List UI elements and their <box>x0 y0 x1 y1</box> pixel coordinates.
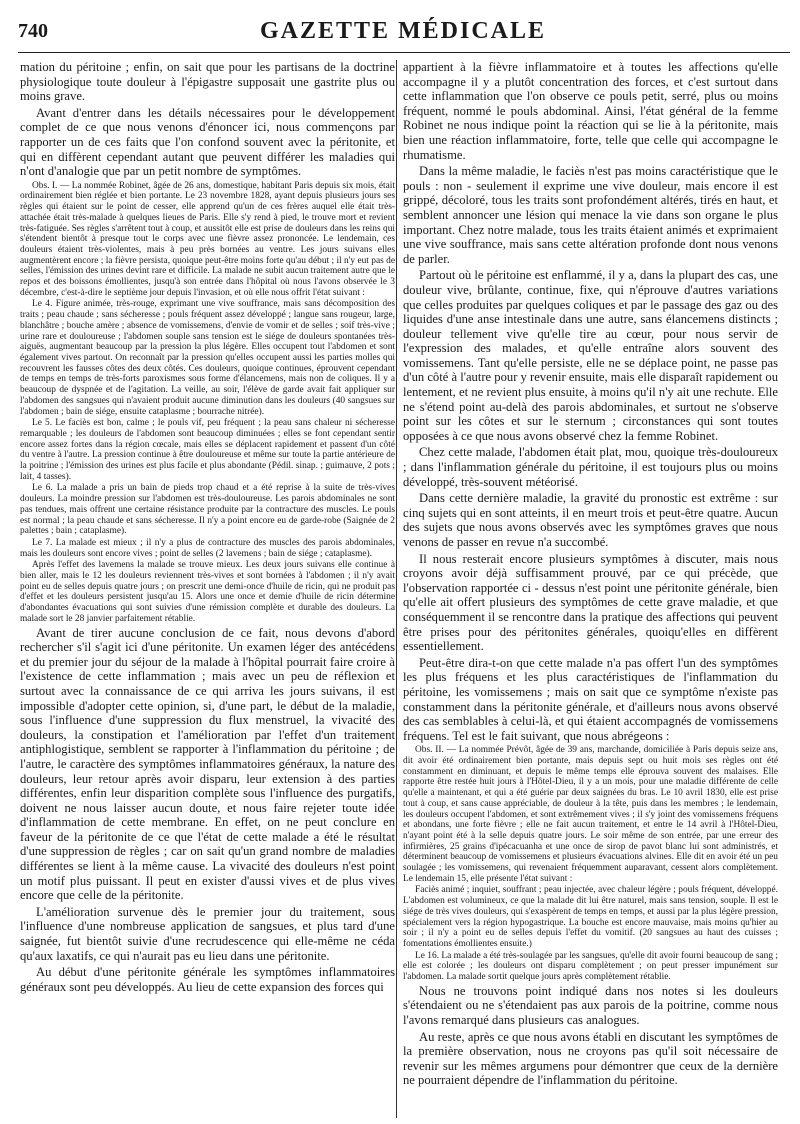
column-divider <box>396 60 397 1118</box>
body-paragraph: Chez cette malade, l'abdomen était plat, mou, quoique très-douloureux ; dans l'inflammation générale du péritoine, il est toujours plus ou moins développé, très-souvent météorisé. <box>403 445 778 489</box>
page-header <box>18 18 788 46</box>
body-paragraph: Dans cette dernière maladie, la gravité du pronostic est extrême : sur cinq sujets qui en sont atteints, il en meurt trois et peut-être quatre. Aucun des sujets que nous avons observés avec les symptômes graves que nous venons de passer en revue n'a succombé. <box>403 491 778 549</box>
body-paragraph: Avant d'entrer dans les détails nécessaires pour le développement complet de ce que nous venons d'énoncer ici, nous commençons par rapporter un de ces faits que l'on confond souvent avec la péritonite, et qui en diffèrent cependant autant que peuvent différer les maladies qui n'ont d'analogie que par un petit nombre de symptômes. <box>20 105 395 179</box>
body-paragraph: Au reste, après ce que nous avons établi en discutant les symptômes de la première observation, nous ne croyons pas qu'il soit nécessaire de revenir sur les mêmes argumens pour démontrer que ceux de la dernière ne pourraient dépendre de l'inflammation du péritoine. <box>403 1029 778 1088</box>
body-paragraph: Il nous resterait encore plusieurs symptômes à discuter, mais nous croyons avoir déjà suffisamment prouvé, par ce qui précède, que l'observation rapportée ci - dessus n'est point une péritonite générale, bien qu'elle ait offert plusieurs des symptômes de cette grave maladie, et que conséquemment il se rencontre dans la pratique des affections qui peuvent être prises pour des péritonites générales, quoiqu'elles en diffèrent essentiellement. <box>403 551 778 654</box>
body-paragraph: Peut-être dira-t-on que cette malade n'a pas offert l'un des symptômes les plus fréquens et les plus caractéristiques de l'inflammation du péritoine, les vomissemens ; mais on sait que ce symptôme n'existe pas constamment dans la péritonite générale, et d'ailleurs nous avons observé des cas semblables à celui-là, et qui étaient accompagnés de vomissemens fréquens. Tel est le fait suivant, que nous abrégeons : <box>403 655 778 743</box>
body-paragraph: Dans la même maladie, le faciès n'est pas moins caractéristique que le pouls : non - seulement il exprime une vive douleur, mais encore il est grippé, décoloré, tous les traits sont profondément altérés, tirés en haut, et semblent annoncer une lésion qui menace la vie dans son organe le plus important. Chez notre malade, tous les traits étaient animés et exprimaient une vive souffrance, mais sans cette altération profonde dont nous venons de parler. <box>403 164 778 266</box>
observation-paragraph: Le 16. La malade a été très-soulagée par les sangsues, qu'elle dit avoir fourni beaucoup de sang ; elle est colorée ; les douleurs ont disparu complètement ; on peut presser impunément sur l'abdomen. La malade sortit quelque jours après complètement rétablie. <box>403 950 778 983</box>
body-paragraph: Au début d'une péritonite générale les symptômes inflammatoires généraux sont peu développés. Au lieu de cette expansion des forces qui <box>20 965 395 994</box>
observation-paragraph: Le 7. La malade est mieux ; il n'y a plus de contracture des muscles des parois abdominales, mais les douleurs sont encore vives ; point de selles (2 lavemens ; bain de siége ; cataplasme). <box>20 537 395 559</box>
right-column <box>403 60 778 1120</box>
body-paragraph: Partout où le péritoine est enflammé, il y a, dans la plupart des cas, une douleur vive, brûlante, continue, fixe, qui n'éprouve d'autres variations que celles produites par quelques coliques et par le passage des gaz ou des liquides d'une anse intestinale dans une autre, sans élancemens distincts ; douleur tellement vive qu'elle tire au cœur, pour nous servir de l'expression des malades, et qu'elle entraîne alors souvent des vomissemens. Tant qu'elle persiste, elle ne se déplace point, ne passe pas d'un côté à l'autre pour y revenir ensuite, mais elle disparaît rapidement ou lentement, et ne revient plus ensuite, à moins qu'il n'y ait une rechute. Elle ne s'étend point au-delà des parois abdominales, et surtout ne s'observe point sur les côtes et sur le sternum ; circonstances qui sont toutes opposées à ce que nous avons observé chez la femme Robinet. <box>403 268 778 443</box>
journal-title: GAZETTE MÉDICALE <box>259 18 547 44</box>
observation-paragraph: Le 5. Le faciès est bon, calme ; le pouls vif, peu fréquent ; la peau sans chaleur ni sécheresse remarquable ; les douleurs de l'abdomen sont beaucoup diminuées ; elles se font cependant sentir encore assez fortes dans la région cœcale, mais elles se déplacent rapidement et passent d'un côté du ventre à l'autre. La pression continue à être douloureuse et même sur toute la partie antérieure de la poitrine ; l'émission des urines est plus facile et plus abondante (Pédil. sinap. ; guimauve, 2 pots ; lait, 4 tasses). <box>20 418 395 482</box>
body-paragraph: appartient à la fièvre inflammatoire et à toutes les affections qu'elle accompagne il y a plutôt concentration des forces, et c'est surtout dans cette inflammation que l'on observe ce pouls petit, serré, plus ou moins fréquent, nommé le pouls abdominal. Ainsi, l'état général de la femme Robinet ne nous indique point la réaction qui se lie à la péritonite, mais bien une réaction inflammatoire, forte, telle que celle qui accompagne le rhumatisme. <box>403 60 778 162</box>
body-paragraph: mation du péritoine ; enfin, on sait que pour les partisans de la doctrine physiologique toute douleur à l'épigastre supposait une gastrite plus ou moins grave. <box>20 60 395 104</box>
observation-paragraph: Obs. I. — La nommée Robinet, âgée de 26 ans, domestique, habitant Paris depuis six mois, était ordinairement bien réglée et bien portante. Le 23 novembre 1828, ayant depuis plusieurs jours ses règles qui étaient sur le point de cesser, elle apprend qu'un de ces frères auquel elle était très-attachée était très-malade à quelques lieues de Paris. Elle s'y rend à pied, le trouve mort et revient très-fatiguée. Ses règles s'arrêtent tout à coup, et aussitôt elle est prise de douleurs dans les reins qui s'étendent bientôt à presque tout le corps avec une fièvre assez prononcée. Le lendemain, ces douleurs étaient très-violentes, mais à peu près bornées au ventre. Les jours suivans elles augmentèrent encore ; la fièvre persista, quoique peut-être moins forte qu'au début ; il n'y eut pas de selles, l'émission des urines devint rare et difficile. La malade ne subit aucun traitement autre que le repos et des boissons émollientes, jusqu'à son entrée dans l'hôpital où nous l'avons observée le 3 décembre, c'est-à-dire le septième jour depuis l'invasion, et où elle nous offrit l'état suivant : <box>20 180 395 298</box>
observation-paragraph: Après l'effet des lavemens la malade se trouve mieux. Les deux jours suivans elle continue à bien aller, mais le 12 les douleurs reviennent très-vives et sont bornées à l'abdomen ; il n'y avait point eu de selles depuis quatre jours ; on prescrit une demi-once d'huile de ricin, qui ne produit pas d'effet et les douleurs persistent jusqu'au 15. Alors une once et demie d'huile de ricin détermine d'abondantes évacuations qui sont suivies d'une rémission complète et durable des douleurs. La malade sort le 28 janvier parfaitement rétablie. <box>20 560 395 624</box>
observation-paragraph: Le 4. Figure animée, très-rouge, exprimant une vive souffrance, mais sans décomposition des traits ; peau chaude ; sans sécheresse ; pouls fréquent assez développé ; langue sans rougeur, large, blanchâtre ; bouche amère ; absence de vomissemens, d'envie de vomir et de selles ; soif très-vive ; urine rare et douloureuse ; l'abdomen souple sans tension est le siége de douleurs spontanées très-aiguës, augmentant beaucoup par la pression la plus légère. Elles occupent tout l'abdomen et sont également vives partout. On reconnaît par la pression qu'elles occupent aussi les parties molles qui recouvrent les fausses côtes des deux côtés. Ces douleurs, quoique continues, éprouvent cependant de temps en temps de très-forts paroxismes sous forme d'élancemens, mais non de coliques. Il y a beaucoup de dyspnée et de l'agitation. La veille, au soir, l'élève de garde avait fait appliquer sur l'abdomen des sangsues qui n'avaient produit aucune diminution dans les douleurs (40 sangsues sur l'abdomen ; bain de siége, ensuite cataplasme ; bourrache nitrée). <box>20 299 395 417</box>
page-number: 740 <box>18 20 48 42</box>
left-column <box>20 60 395 1120</box>
body-paragraph: Nous ne trouvons point indiqué dans nos notes si les douleurs s'étendaient ou ne s'étendaient pas aux parois de la poitrine, comme nous l'avons remarqué dans plusieurs cas analogues. <box>403 983 778 1027</box>
body-paragraph: Avant de tirer aucune conclusion de ce fait, nous devons d'abord rechercher s'il s'agit ici d'une péritonite. Un examen léger des antécédens et du premier jour du séjour de la malade à l'hôpital pourrait faire croire à l'existence de cette inflammation ; mais avec un peu de réflexion et surtout avec la connaissance de ce qui arriva les jours suivans, il est impossible d'adopter cette opinion, si, d'une part, le début de la maladie, sous l'influence d'une suppression du flux menstruel, la vivacité des douleurs, la constipation et l'amélioration par l'effet d'un traitement antiphlogistique, semblent se rapporter à l'inflammation du péritoine ; de l'autre, le caractère des symptômes inflammatoires généraux, la nature des douleurs, leur retour après avoir disparu, leur extension à des parties différentes, enfin leur disparition complète sous l'influence des purgatifs, doivent ne nous laisser aucun doute, et nous faire rejeter toute idée d'inflammation de cette membrane. En effet, on ne peut conclure en faveur de la péritonite de ce que l'état de cette malade a été le résultat d'une suppression de règles ; car on sait qu'un grand nombre de maladies différentes se lient à la même cause. La vivacité des douleurs n'est point un motif plus puissant. Il peut en exister d'aussi vives et de plus vives encore que celle de la péritonite. <box>20 625 395 903</box>
body-paragraph: L'amélioration survenue dès le premier jour du traitement, sous l'influence d'une nombreuse application de sangsues, et plus tard d'une saignée, fut bientôt suivie d'une recrudescence qui elle-même ne céda qu'aux laxatifs, ce qui n'aurait pas eu lieu dans une péritonite. <box>20 904 395 963</box>
observation-paragraph: Faciès animé ; inquiet, souffrant ; peau injectée, avec chaleur légère ; pouls fréquent, développé. L'abdomen est volumineux, ce que la malade dit lui être naturel, mais sans tension, souple. Il est le siége de très vives douleurs, qui s'exaspèrent de temps en temps, et aussi par la plus légère pression, spécialement vers la région hypogastrique. La bouche est encore mauvaise, mais moins qu'hier au soir ; il n'y a point eu de selles depuis l'effet du vomitif. (20 sangsues au haut des cuisses ; fomentations émollientes ensuite.) <box>403 885 778 949</box>
observation-paragraph: Le 6. La malade a pris un bain de pieds trop chaud et a été reprise à la suite de très-vives douleurs. La moindre pression sur l'abdomen est très-douloureuse. Les parois abdominales ne sont pas tendues, mais offrent une certaine résistance produite par la contracture des muscles. Le pouls est normal ; la peau chaude et sans sécheresse. Il n'y a point encore eu de garde-robe (Saignée de 2 palettes ; bain ; cataplasme). <box>20 483 395 537</box>
header-rule <box>18 52 790 53</box>
observation-paragraph: Obs. II. — La nommée Prévôt, âgée de 39 ans, marchande, domiciliée à Paris depuis seize ans, dit avoir été ordinairement bien portante, mais depuis sept ou huit mois ses règles ont été constamment en diminuant, et depuis le même temps elle éprouva souvent des malaises. Elle rapporte être restée huit jours à l'Hôtel-Dieu, il y a un mois, pour une maladie différente de celle qu'elle a maintenant, et qui a été guérie par deux saignées du bras. Le 10 avril 1830, elle est prise tout à coup, et sans cause appréciable, de douleur à la tête, puis dans les membres ; le lendemain, les douleurs occupent l'abdomen, et sont extrêmement vives ; il s'y joint des vomissemens fréquens et abondans, une forte fièvre ; elle ne fait aucun traitement, et entre le 14 avril à l'Hôtel-Dieu, n'ayant point été à la selle depuis quatre jours. Le soir même de son entrée, par une erreur des infirmières, 25 grains d'ipécacuanha et une once de sirop de pavot blanc lui sont administrés, et déterminent beaucoup de vomissemens et plusieurs évacuations alvines. Elle dit en avoir été un peu soulagée ; les vomissemens, qui revenaient fréquemment auparavant, cessent alors complètement. Le lendemain 15, elle présente l'état suivant : <box>403 745 778 884</box>
